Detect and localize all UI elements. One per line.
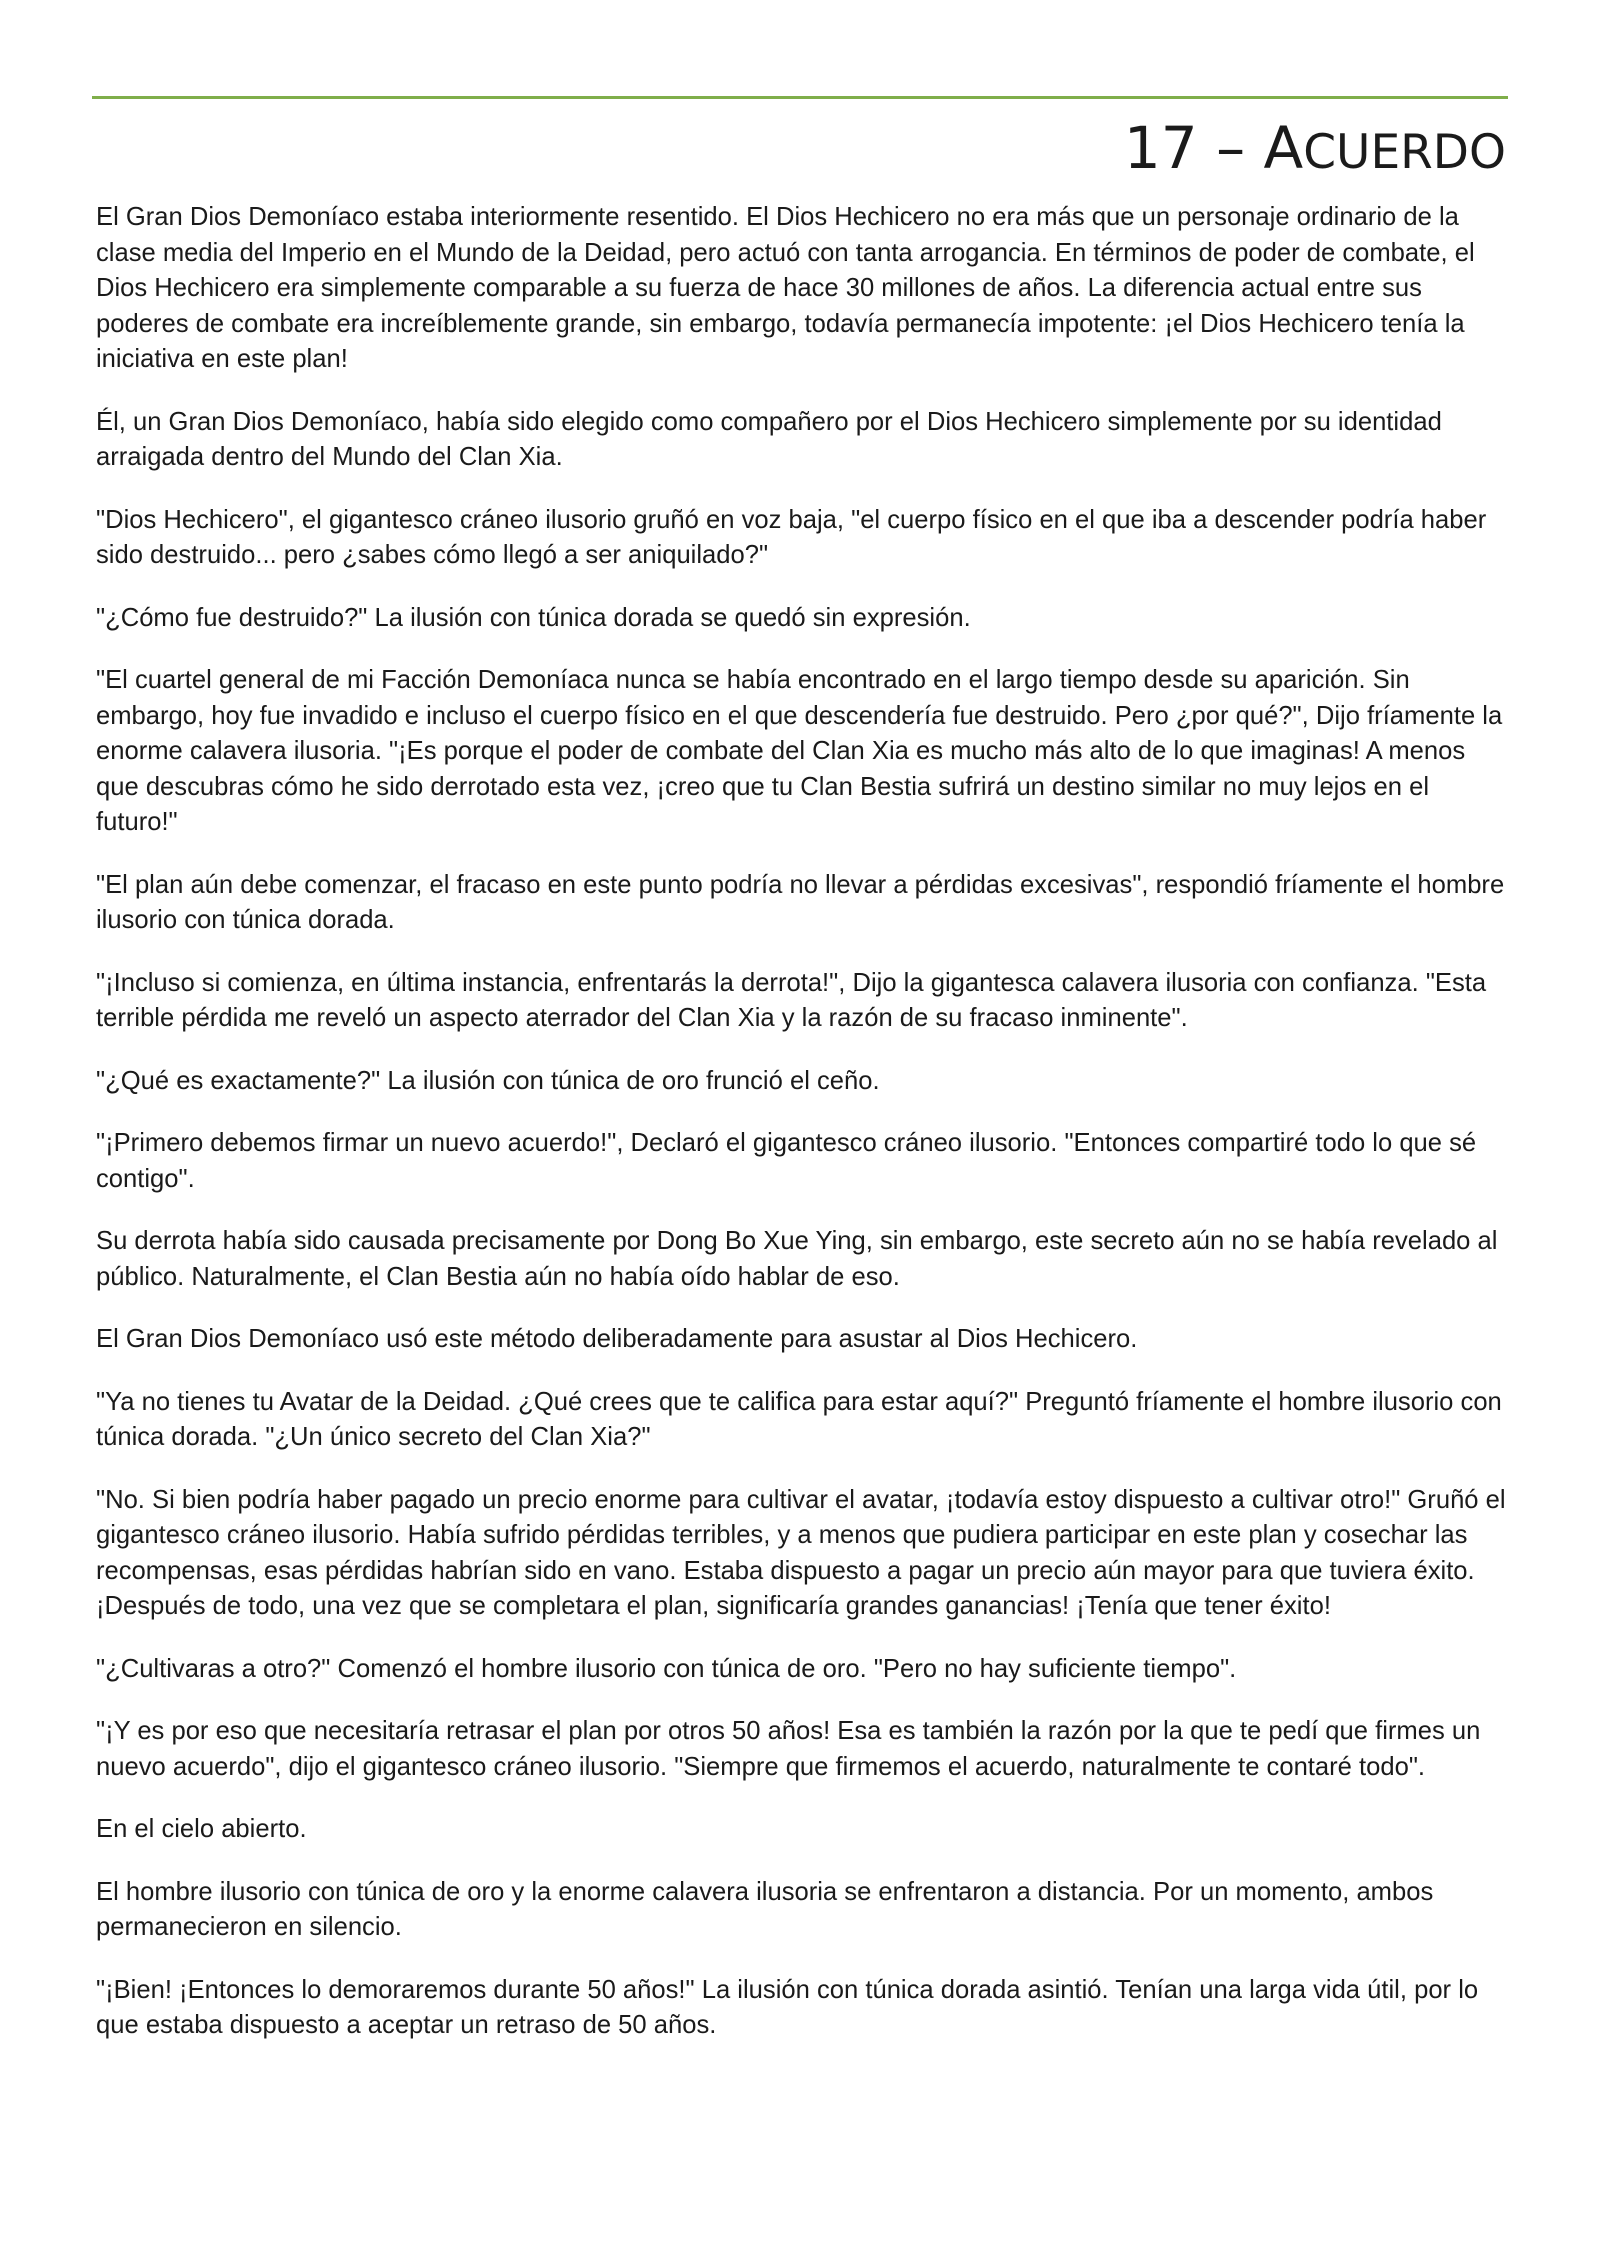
paragraph: "Ya no tienes tu Avatar de la Deidad. ¿Qué crees que te califica para estar aquí?" Preguntó fríamente el hombre ilusorio con túnica dorada. "¿Un único secreto del Clan Xia?" [96,1387,1502,1451]
paragraph: Él, un Gran Dios Demoníaco, había sido elegido como compañero por el Dios Hechicero simplemente por su identidad arraigada dentro del Mundo del Clan Xia. [96,407,1442,471]
chapter-separator: – [1197,114,1264,182]
chapter-body [96,200,1508,2071]
paragraph: "¿Cultivaras a otro?" Comenzó el hombre ilusorio con túnica de oro. "Pero no hay suficiente tiempo". [96,1654,1237,1683]
paragraph: "El cuartel general de mi Facción Demoníaca nunca se había encontrado en el largo tiempo desde su aparición. Sin embargo, hoy fue invadido e incluso el cuerpo físico en el que descendería fue destruido. Pero ¿por qué?", Dijo fríamente la enorme calavera ilusoria. "¡Es porque el poder de combate del Clan Xia es mucho más alto de lo que imaginas! A menos que descubras cómo he sido derrotado esta vez, ¡creo que tu Clan Bestia sufrirá un destino similar no muy lejos en el futuro!" [96,666,1503,836]
chapter-number: 17 [1123,114,1198,182]
paragraph: "¡Y es por eso que necesitaría retrasar el plan por otros 50 años! Esa es también la razón por la que te pedí que firmes un nuevo acuerdo", dijo el gigantesco cráneo ilusorio. "Siempre que firmemos el acuerdo, naturalmente te contaré todo". [96,1717,1481,1781]
chapter-title [1124,108,1506,193]
paragraph: "El plan aún debe comenzar, el fracaso en este punto podría no llevar a pérdidas excesivas", respondió fríamente el hombre ilusorio con túnica dorada. [96,870,1505,934]
paragraph: "¿Qué es exactamente?" La ilusión con túnica de oro frunció el ceño. [96,1066,880,1095]
paragraph: El hombre ilusorio con túnica de oro y la enorme calavera ilusoria se enfrentaron a distancia. Por un momento, ambos permanecieron en silencio. [96,1877,1434,1941]
chapter-title-rest: CUERDO [1303,125,1506,180]
paragraph: "¡Primero debemos firmar un nuevo acuerdo!", Declaró el gigantesco cráneo ilusorio. "Entonces compartiré todo lo que sé contigo". [96,1129,1477,1193]
paragraph: "No. Si bien podría haber pagado un precio enorme para cultivar el avatar, ¡todavía estoy dispuesto a cultivar otro!" Gruñó el gigantesco cráneo ilusorio. Había sufrido pérdidas terribles, y a menos que pudiera participar en este plan y cosechar las recompensas, esas pérdidas habrían sido en vano. Estaba dispuesto a pagar un precio aún mayor para que tuviera éxito. ¡Después de todo, una vez que se completara el plan, significaría grandes ganancias! ¡Tenía que tener éxito! [96,1485,1506,1620]
paragraph: "¡Incluso si comienza, en última instancia, enfrentarás la derrota!", Dijo la gigantesca calavera ilusoria con confianza. "Esta terrible pérdida me reveló un aspecto aterrador del Clan Xia y la razón de su fracaso inminente". [96,968,1487,1032]
paragraph: El Gran Dios Demoníaco usó este método deliberadamente para asustar al Dios Hechicero. [96,1325,1138,1353]
paragraph: Su derrota había sido causada precisamente por Dong Bo Xue Ying, sin embargo, este secreto aún no se había revelado al público. Naturalmente, el Clan Bestia aún no había oído hablar de eso. [96,1227,1498,1291]
paragraph: "Dios Hechicero", el gigantesco cráneo ilusorio gruñó en voz baja, "el cuerpo físico en el que iba a descender podría haber sido destruido... pero ¿sabes cómo llegó a ser aniquilado?" [96,505,1487,569]
chapter-title-initial: A [1263,114,1304,182]
paragraph: "¿Cómo fue destruido?" La ilusión con túnica dorada se quedó sin expresión. [96,603,971,632]
paragraph: "¡Bien! ¡Entonces lo demoraremos durante 50 años!" La ilusión con túnica dorada asintió. Tenían una larga vida útil, por lo que estaba dispuesto a aceptar un retraso de 50 años. [96,1975,1479,2039]
paragraph: En el cielo abierto. [96,1815,307,1843]
paragraph: El Gran Dios Demoníaco estaba interiormente resentido. El Dios Hechicero no era más que un personaje ordinario de la clase media del Imperio en el Mundo de la Deidad, pero actuó con tanta arrogancia. En términos de poder de combate, el Dios Hechicero era simplemente comparable a su fuerza de hace 30 millones de años. La diferencia actual entre sus poderes de combate era increíblemente grande, sin embargo, todavía permanecía impotente: ¡el Dios Hechicero tenía la iniciativa en este plan! [96,203,1475,373]
header-rule [92,96,1508,99]
